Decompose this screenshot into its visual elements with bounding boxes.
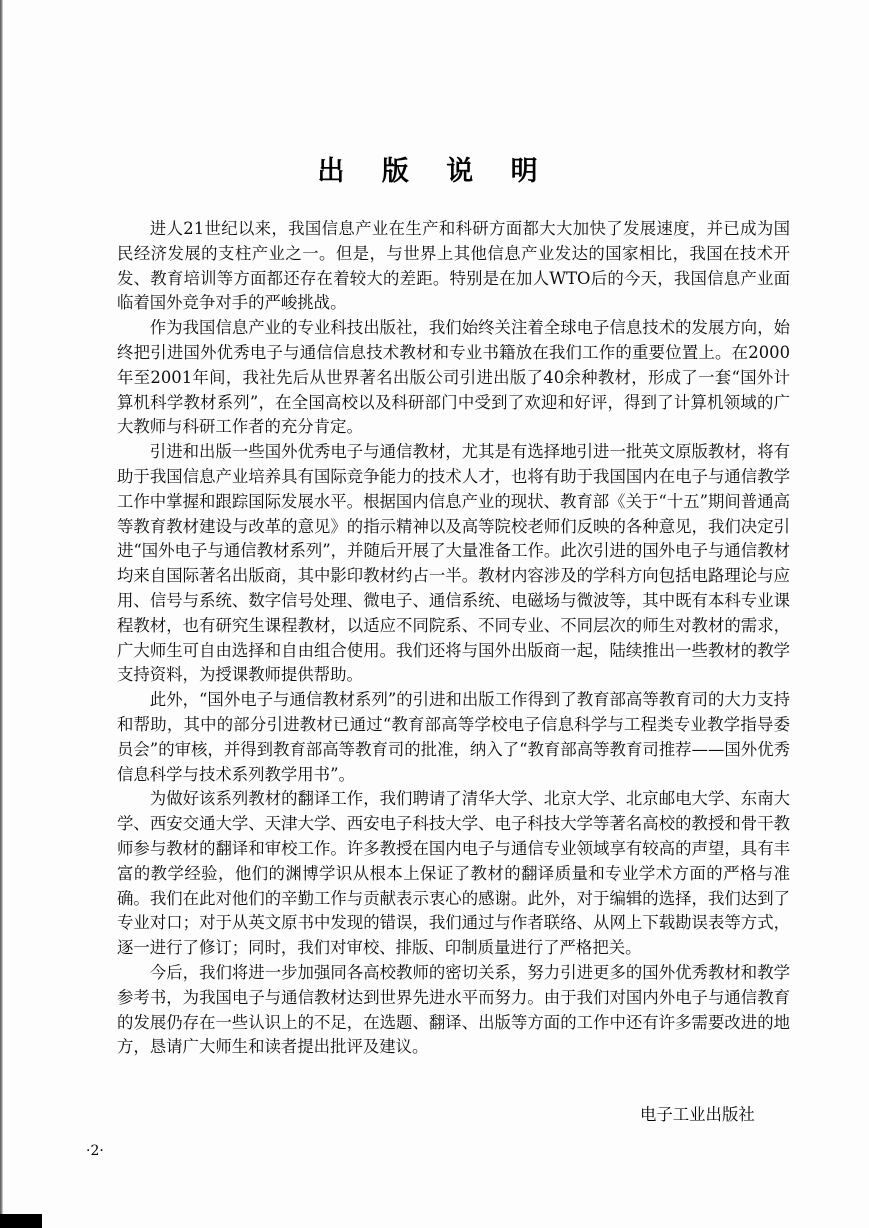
page-number: ·2· <box>86 1143 104 1159</box>
paragraph-5: 为做好该系列教材的翻译工作，我们聘请了清华大学、北京大学、北京邮电大学、东南大学、西安交通大学、天津大学、西安电子科技大学、电子科技大学等著名高校的教授和骨干教师参与教材的翻译和审校工作。许多教授在国内电子与通信专业领域享有较高的声望，具有丰富的教学经验，他们的渊博学识从根本上保证了教材的翻译质量和专业学术方面的严格与准确。我们在此对他们的辛勤工作与贡献表示衷心的感谢。此外，对于编辑的选择，我们达到了专业对口；对于从英文原书中发现的错误，我们通过与作者联络、从网上下载勘误表等方式，逐一进行了修订；同时，我们对审校、排版、印制质量进行了严格把关。 <box>117 789 790 958</box>
paragraph-6: 今后，我们将进一步加强同各高校教师的密切关系，努力引进更多的国外优秀教材和教学参考书，为我国电子与通信教材达到世界先进水平而努力。由于我们对国内外电子与通信教育的发展仍存在一些认识上的不足，在选题、翻译、出版等方面的工作中还有许多需要改进的地方，恳请广大师生和读者提出批评及建议。 <box>117 962 790 1057</box>
paragraph-3: 引进和出版一些国外优秀电子与通信教材，尤其是有选择地引进一批英文原版教材，将有助于我国信息产业培养具有国际竞争能力的技术人才，也将有助于我国国内在电子与通信教学工作中掌握和跟踪国际发展水平。根据国内信息产业的现状、教育部《关于“十五”期间普通高等教育教材建设与改革的意见》的指示精神以及高等院校老师们反映的各种意见，我们决定引进“国外电子与通信教材系列”，并随后开展了大量准备工作。此次引进的国外电子与通信教材均来自国际著名出版商，其中影印教材约占一半。教材内容涉及的学科方向包括电路理论与应用、信号与系统、数字信号处理、微电子、通信系统、电磁场与微波等，其中既有本科专业课程教材，也有研究生课程教材，以适应不同院系、不同专业、不同层次的师生对教材的需求，广大师生可自由选择和自由组合使用。我们还将与国外出版商一起，陆续推出一些教材的教学支持资料，为授课教师提供帮助。 <box>117 442 790 685</box>
publisher-signature: 电子工业出版社 <box>640 1105 755 1124</box>
paragraph-4: 此外，“国外电子与通信教材系列”的引进和出版工作得到了教育部高等教育司的大力支持和帮助，其中的部分引进教材已通过“教育部高等学校电子信息科学与工程类专业教学指导委员会”的审核，并得到教育部高等教育司的批准，纳入了“教育部高等教育司推荐——国外优秀信息科学与技术系列教学用书”。 <box>117 690 790 784</box>
paragraph-2: 作为我国信息产业的专业科技出版社，我们始终关注着全球电子信息技术的发展方向，始终把引进国外优秀电子与通信信息技术教材和专业书籍放在我们工作的重要位置上。在2000年至2001年间，我社先后从世界著名出版公司引进出版了40余种教材，形成了一套“国外计算机科学教材系列”，在全国高校以及科研部门中受到了欢迎和好评，得到了计算机领域的广大教师与科研工作者的充分肯定。 <box>117 318 790 437</box>
paragraph-1: 进人21世纪以来，我国信息产业在生产和科研方面都大大加快了发展速度，并已成为国民经济发展的支柱产业之一。但是，与世界上其他信息产业发达的国家相比，我国在技术开发、教育培训等方面都还存在着较大的差距。特别是在加人WTO后的今天，我国信息产业面临着国外竞争对手的严峻挑战。 <box>117 219 790 313</box>
scan-corner-mark <box>0 1214 42 1228</box>
page-title: 出 版 说 明 <box>317 156 552 187</box>
body-text <box>117 217 790 1060</box>
